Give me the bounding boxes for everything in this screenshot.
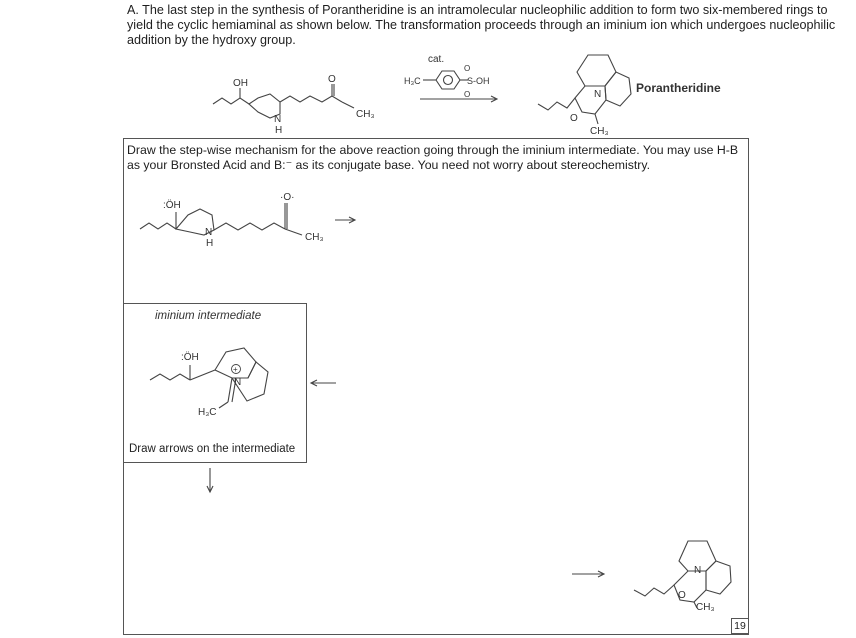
- product-ch3: CH₃: [590, 126, 609, 137]
- intermediate-h3c: H₃C: [198, 407, 217, 418]
- intro-paragraph: A. The last step in the synthesis of Porantheridine is an intramolecular nucleophilic addition to form two six-membered rings to yield the cyclic hemiaminal as shown below. The transformation proceeds through an iminium ion which undergoes nucleophilic addition by the hydroxy group.: [127, 3, 836, 47]
- intermediate-plus: +: [233, 365, 238, 374]
- final-ch3: CH₃: [696, 602, 715, 613]
- intermediate-n: N: [234, 377, 242, 388]
- reactant-oh: OH: [233, 78, 248, 89]
- page-number: 19: [731, 618, 749, 634]
- mechanism-instructions: Draw the step-wise mechanism for the above reaction going through the iminium intermediate. You may use H-B as your Bronsted Acid and B:⁻ as its conjugate base. You need not worry about stereochemistry.: [127, 143, 739, 172]
- reagent-acid: S-OH: [467, 76, 490, 86]
- start-oh: :ÖH: [163, 200, 181, 211]
- reactant-h: H: [275, 125, 283, 136]
- product-name: Porantheridine: [636, 81, 721, 95]
- start-ch3: CH₃: [305, 232, 324, 243]
- start-o: ·O·: [280, 192, 295, 203]
- reagent-o-top: O: [464, 64, 471, 73]
- final-structure: [572, 541, 731, 608]
- catalyst-label: cat.: [428, 54, 445, 65]
- reagent-h3c: H₃C: [404, 76, 421, 86]
- intermediate-structure: [150, 348, 336, 408]
- intermediate-oh: :ÖH: [181, 352, 199, 363]
- reactant-ch3: CH₃: [356, 109, 375, 120]
- product-n: N: [594, 89, 602, 100]
- product-o: O: [570, 113, 578, 124]
- reactant-structure: [213, 84, 354, 118]
- reagent-structure: [423, 71, 468, 89]
- reactant-o: O: [328, 74, 336, 85]
- reagent-o-bottom: O: [464, 90, 471, 99]
- intermediate-title: iminium intermediate: [155, 310, 262, 322]
- final-o: O: [678, 590, 686, 601]
- product-structure: [538, 55, 631, 124]
- start-h: H: [206, 238, 214, 249]
- reactant-n: N: [274, 114, 282, 125]
- start-n: N: [205, 227, 213, 238]
- intermediate-note: Draw arrows on the intermediate: [129, 443, 296, 455]
- final-n: N: [694, 565, 702, 576]
